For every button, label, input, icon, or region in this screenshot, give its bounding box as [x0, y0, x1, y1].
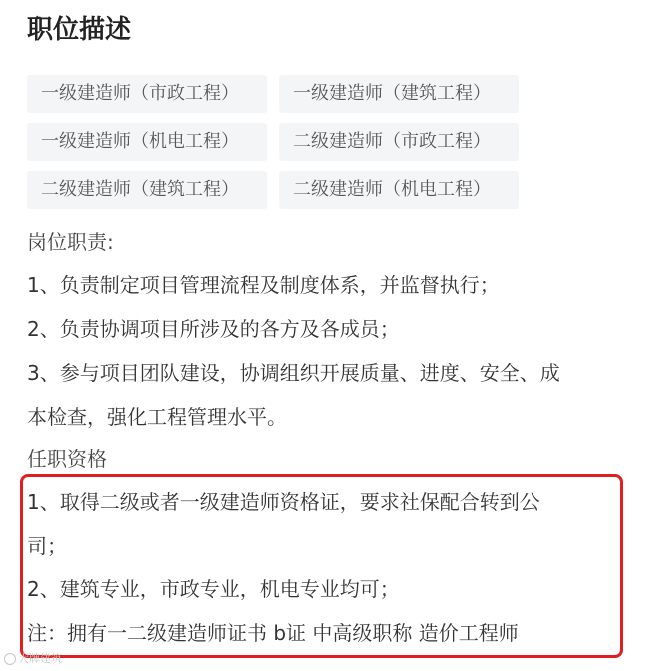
duty-item: 本检查，强化工程管理水平。	[27, 405, 287, 429]
watermark-logo-icon	[4, 653, 16, 665]
watermark	[4, 650, 62, 666]
duty-item: 2、负责协调项目所涉及的各方及各成员；	[27, 317, 400, 341]
requirement-item: 司；	[27, 534, 67, 558]
page-title: 职位描述	[27, 15, 132, 45]
tag-item[interactable]: 一级建造师（市政工程）	[27, 75, 267, 113]
tag-item[interactable]: 二级建造师（机电工程）	[279, 171, 519, 209]
requirement-item: 1、取得二级或者一级建造师资格证，要求社保配合转到公	[27, 490, 540, 514]
duties-heading: 岗位职责:	[27, 230, 114, 254]
tag-item[interactable]: 一级建造师（机电工程）	[27, 123, 267, 161]
requirement-item: 2、建筑专业，市政专业，机电专业均可；	[27, 577, 400, 601]
tag-item[interactable]: 一级建造师（建筑工程）	[279, 75, 519, 113]
tag-item[interactable]: 二级建造师（市政工程）	[279, 123, 519, 161]
duty-item: 1、负责制定项目管理流程及制度体系，并监督执行；	[27, 273, 500, 297]
tag-item[interactable]: 二级建造师（建筑工程）	[27, 171, 267, 209]
requirements-heading: 任职资格	[27, 447, 107, 471]
duty-item: 3、参与项目团队建设，协调组织开展质量、进度、安全、成	[27, 361, 560, 385]
requirement-note: 注：拥有一二级建造师证书 b证 中高级职称 造价工程师	[27, 621, 519, 645]
watermark-text: 大牌建筑	[18, 652, 62, 665]
